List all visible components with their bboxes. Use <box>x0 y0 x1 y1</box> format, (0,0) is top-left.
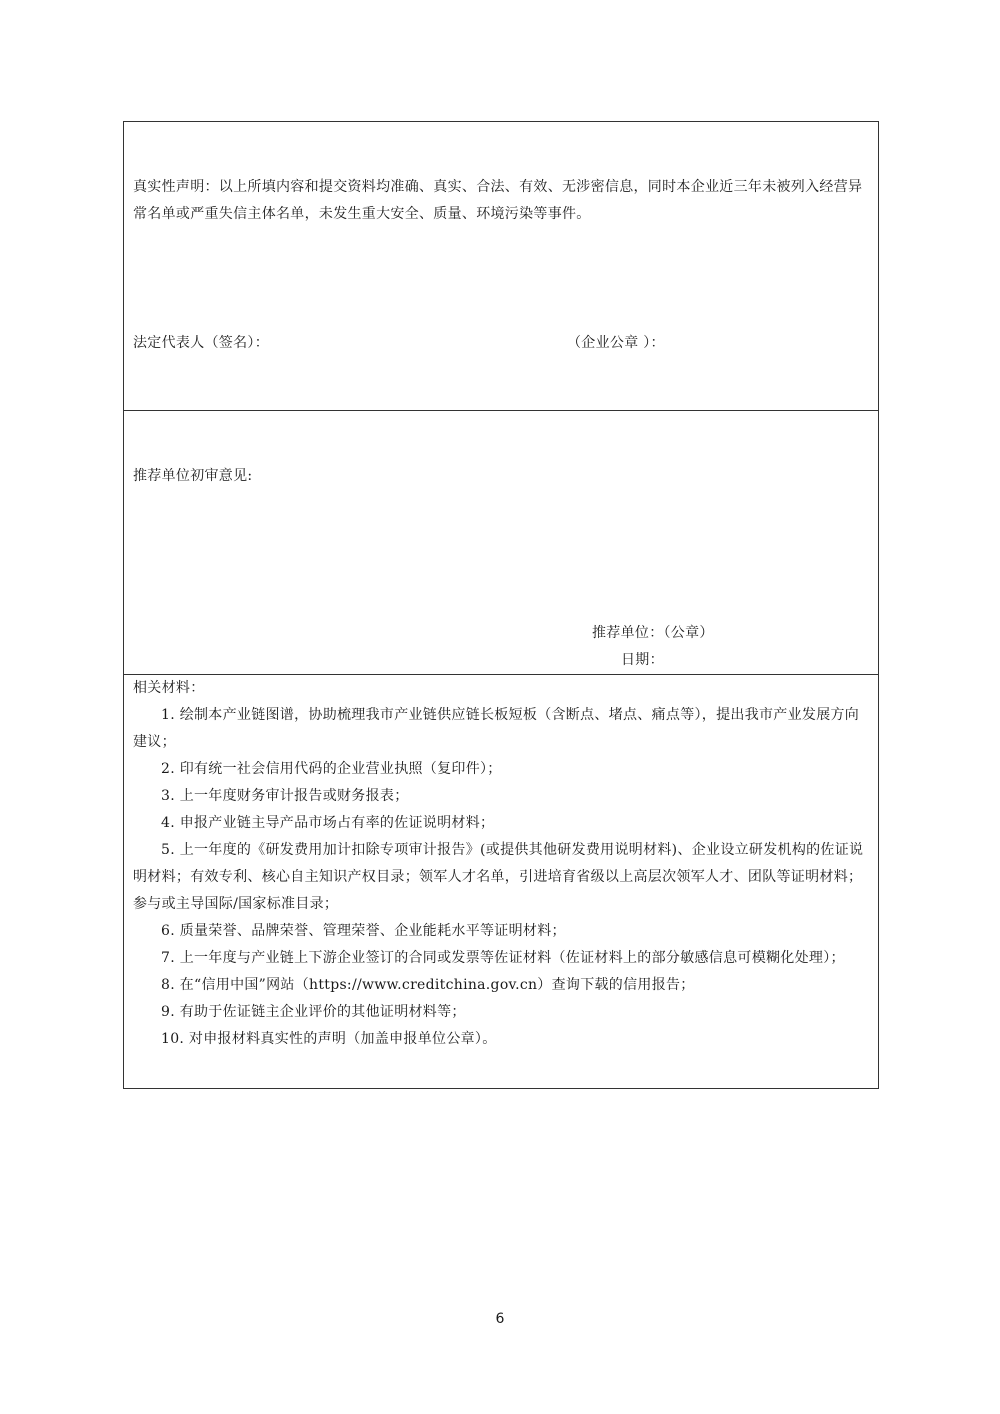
list-item: 6. 质量荣誉、品牌荣誉、管理荣誉、企业能耗水平等证明材料； <box>161 923 566 939</box>
date-label: 日期： <box>621 652 664 668</box>
list-item: 5. 上一年度的《研发费用加计扣除专项审计报告》(或提供其他研发费用说明材料)、企业设立研发机构的佐证说明材料；有效专利、核心自主知识产权目录；领军人才名单，引进培育省级以上高层次领军人才、团队等证明材料；参与或主导国际/国家标准目录； <box>133 842 864 912</box>
authenticity-declaration-text: 真实性声明：以上所填内容和提交资料均准确、真实、合法、有效、无涉密信息，同时本企业近三年未被列入经营异常名单或严重失信主体名单，未发生重大安全、质量、环境污染等事件。 <box>133 179 863 222</box>
recommending-unit-seal-label: 推荐单位：（公章） <box>592 625 714 641</box>
list-item: 1. 绘制本产业链图谱，协助梳理我市产业链供应链长板短板（含断点、堵点、痛点等），提出我市产业发展方向建议； <box>133 707 860 750</box>
related-materials-section <box>124 675 878 1088</box>
list-item: 3. 上一年度财务审计报告或财务报表； <box>161 788 409 804</box>
page-number: 6 <box>495 1311 505 1327</box>
legal-representative-signature-label: 法定代表人（签名）： <box>133 335 269 351</box>
preliminary-review-opinion-label: 推荐单位初审意见: <box>133 468 253 484</box>
list-item: 8. 在“信用中国”网站（https://www.creditchina.gov.cn）查询下载的信用报告； <box>161 977 695 993</box>
materials-list <box>133 702 873 1053</box>
list-item: 10. 对申报材料真实性的声明（加盖申报单位公章）。 <box>161 1031 497 1047</box>
list-item: 2. 印有统一社会信用代码的企业营业执照（复印件）； <box>161 761 502 777</box>
company-seal-label: （企业公章 ）： <box>567 335 665 351</box>
list-item: 4. 申报产业链主导产品市场占有率的佐证说明材料； <box>161 815 495 831</box>
list-item: 9. 有助于佐证链主企业评价的其他证明材料等； <box>161 1004 466 1020</box>
related-materials-title: 相关材料： <box>133 680 205 696</box>
recommending-unit-opinion-section <box>124 411 878 675</box>
list-item: 7. 上一年度与产业链上下游企业签订的合同或发票等佐证材料（佐证材料上的部分敏感信息可模糊化处理）； <box>161 950 845 966</box>
application-form-table <box>123 121 879 1089</box>
declaration-section <box>124 122 878 411</box>
